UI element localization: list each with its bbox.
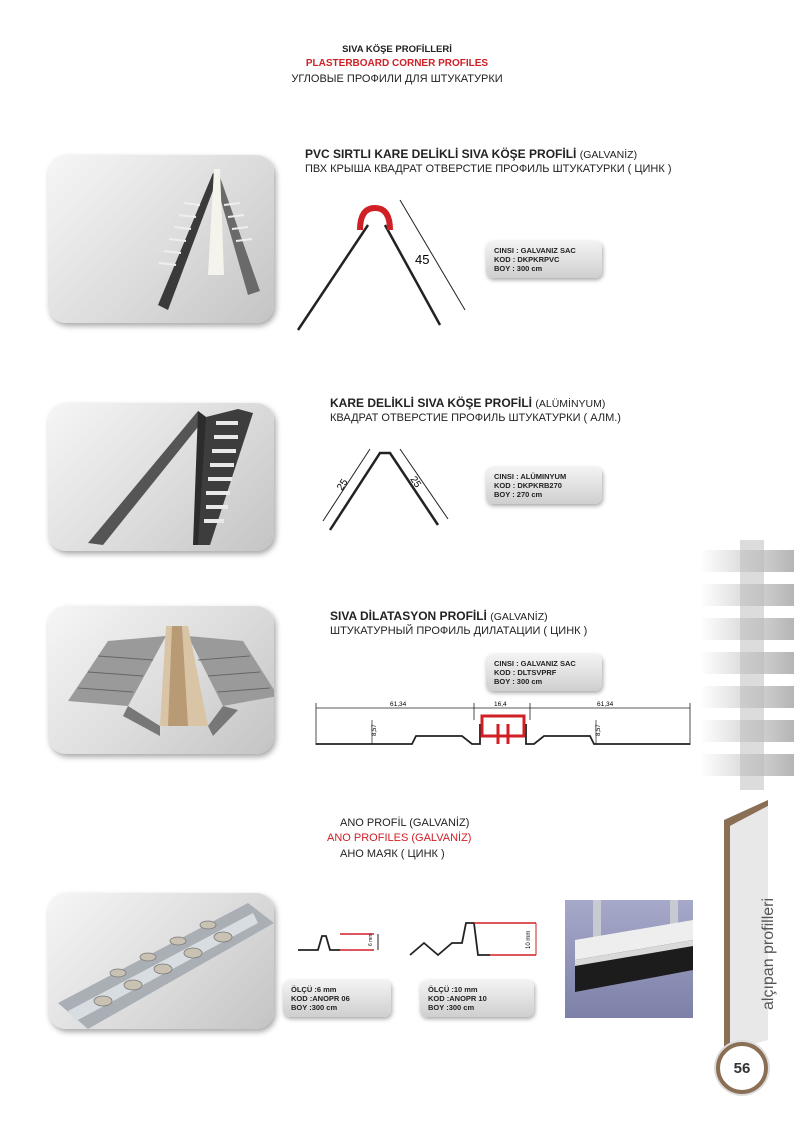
spec-line: KOD : DKPKRB270 <box>494 481 562 490</box>
header-title-ru: УГЛОВЫЕ ПРОФИЛИ ДЛЯ ШТУКАТУРКИ <box>291 73 503 85</box>
spec-line: BOY :300 cm <box>291 1003 338 1012</box>
product-title-text: KARE DELİKLİ SIVA KÖŞE PROFİLİ <box>330 396 533 410</box>
spec-line: KOD :ANOPR 06 <box>291 994 350 1003</box>
ano-title-ru: АНО МАЯК ( ЦИНК ) <box>340 848 445 860</box>
alu-corner-section-drawing <box>318 445 458 535</box>
spec-line: BOY : 300 cm <box>494 264 543 273</box>
dilatation-dim-right: 61,34 <box>597 701 614 708</box>
header-title-tr: SIVA KÖŞE PROFİLLERİ <box>342 44 452 55</box>
spec-line: ÖLÇÜ :6 mm <box>291 985 337 994</box>
ano-6mm-section <box>296 922 396 962</box>
alu-corner-illustration <box>48 403 274 551</box>
product-title-note: (GALVANİZ) <box>490 611 548 623</box>
dilatation-dim-mid: 16,4 <box>494 701 507 708</box>
product-photo-dilatation <box>48 606 274 754</box>
spec-box-ano-10 <box>420 980 534 1017</box>
ano-install-illustration <box>565 900 693 1018</box>
ano-title-tr: ANO PROFİL (GALVANİZ) <box>340 817 470 829</box>
header-title-en: PLASTERBOARD CORNER PROFILES <box>305 58 489 69</box>
pvc-corner-dim: 45 <box>415 252 430 267</box>
dilatation-dim-h1: 8,57 <box>372 724 378 736</box>
spec-line: BOY :300 cm <box>428 1003 475 1012</box>
ano-small-dim: 6 mm <box>368 933 374 946</box>
dilatation-section-drawing <box>312 700 692 750</box>
page-number: 56 <box>733 1059 751 1077</box>
spec-line: BOY : 270 cm <box>494 490 543 499</box>
dilatation-illustration <box>48 606 274 754</box>
product-title-alu-corner <box>330 396 605 410</box>
spec-line: KOD :ANOPR 10 <box>428 994 487 1003</box>
product-subtitle-alu-corner: КВАДРАТ ОТВЕРСТИЕ ПРОФИЛЬ ШТУКАТУРКИ ( АЛМ.) <box>330 412 621 424</box>
spec-line: KOD : DLTSVPRF <box>494 668 557 677</box>
product-title-text: PVC SIRTLI KARE DELİKLİ SIVA KÖŞE PROFİLİ <box>305 147 577 161</box>
ano-illustration <box>48 893 274 1029</box>
decorative-stripes <box>700 540 794 800</box>
spec-line: KOD : DKPKRPVC <box>494 255 560 264</box>
alu-corner-dim-right: 25 <box>407 474 423 490</box>
ano-10mm-section <box>408 915 558 965</box>
product-title-note: (GALVANİZ) <box>579 149 638 161</box>
spec-line: CINSI : ALÜMINYUM <box>494 472 567 481</box>
ano-install-photo <box>565 900 693 1018</box>
spec-box-pvc-corner <box>486 241 602 278</box>
dilatation-dim-left: 61,34 <box>390 701 407 708</box>
spec-line: BOY : 300 cm <box>494 677 543 686</box>
product-subtitle-pvc-corner: ПВХ КРЫША КВАДРАТ ОТВЕРСТИЕ ПРОФИЛЬ ШТУКАТУРКИ ( ЦИНК ) <box>305 163 672 175</box>
product-title-text: SIVA DİLATASYON PROFİLİ <box>330 609 487 623</box>
ano-large-dim: 10 mm <box>526 930 532 949</box>
spec-line: CINSI : GALVANIZ SAC <box>494 659 576 668</box>
product-title-pvc-corner <box>305 147 637 161</box>
pvc-corner-illustration <box>48 155 274 323</box>
pvc-corner-section-drawing <box>290 190 490 340</box>
spec-box-ano-6 <box>283 980 391 1017</box>
product-subtitle-dilatation: ШТУКАТУРНЫЙ ПРОФИЛЬ ДИЛАТАЦИИ ( ЦИНК ) <box>330 625 588 637</box>
spec-line: CINSI : GALVANIZ SAC <box>494 246 576 255</box>
product-title-note: (ALÜMİNYUM) <box>535 398 606 410</box>
page-number-badge <box>716 1042 768 1094</box>
dilatation-dim-h2: 8,57 <box>596 724 602 736</box>
spec-line: ÖLÇÜ :10 mm <box>428 985 478 994</box>
spec-box-dilatation <box>486 654 602 691</box>
product-photo-pvc-corner <box>48 155 274 323</box>
alu-corner-dim-left: 25 <box>335 477 351 493</box>
product-title-dilatation <box>330 609 548 623</box>
product-photo-ano <box>48 893 274 1029</box>
ano-title-en: ANO PROFILES (GALVANİZ) <box>327 832 472 844</box>
product-photo-alu-corner <box>48 403 274 551</box>
side-label: alçıpan profilleri <box>760 897 777 1010</box>
spec-box-alu-corner <box>486 467 602 504</box>
